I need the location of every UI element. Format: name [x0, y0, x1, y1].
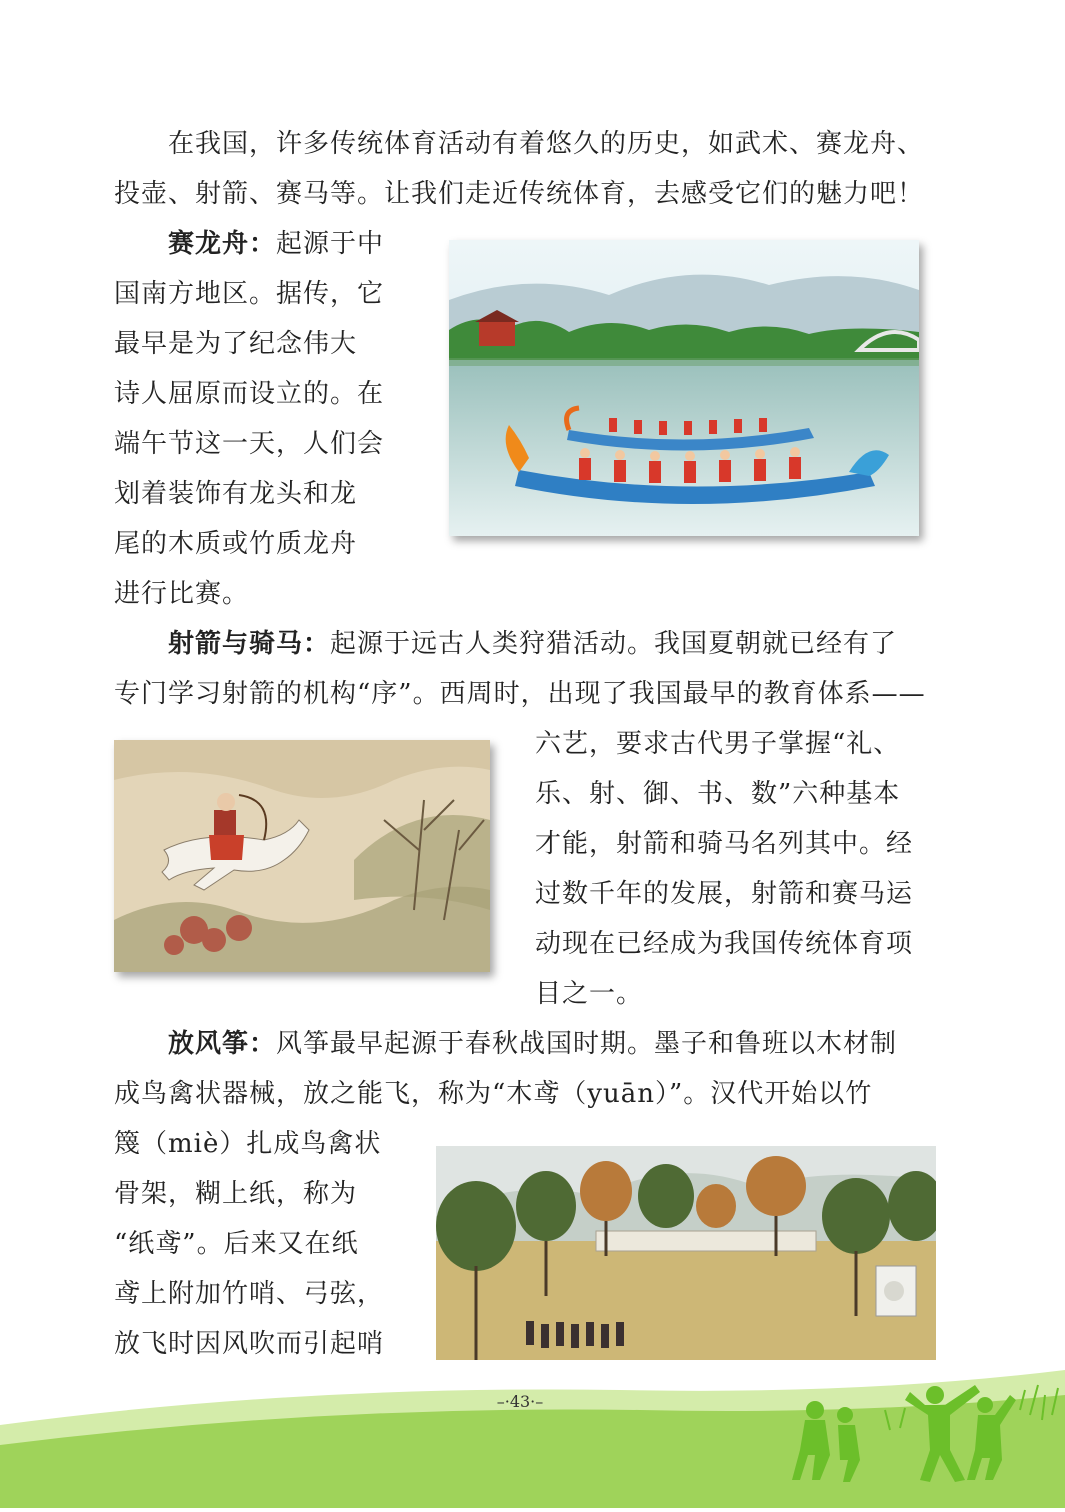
- archery-line-1: 专门学习射箭的机构“序”。西周时，出现了我国最早的教育体系——: [114, 679, 926, 709]
- page-number: –·43·–: [496, 1392, 544, 1411]
- kite-line-3: 骨架，糊上纸，称为: [114, 1179, 358, 1209]
- dragon-boat-line-1: 国南方地区。据传，它: [114, 279, 385, 309]
- dragon-boat-photo: [449, 240, 919, 536]
- dragon-boat-first-line: [168, 228, 384, 260]
- intro-line-1: 在我国，许多传统体育活动有着悠久的历史，如武术、赛龙舟、: [168, 129, 925, 159]
- kite-line-0: 风筝最早起源于春秋战国时期。墨子和鲁班以木材制: [276, 1029, 898, 1059]
- archery-line-3: 乐、射、御、书、数”六种基本: [535, 779, 901, 809]
- dragon-boat-line-6: 尾的木质或竹质龙舟: [114, 529, 358, 559]
- intro-line-2: 投壶、射箭、赛马等。让我们走近传统体育，去感受它们的魅力吧！: [114, 179, 925, 209]
- archery-line-0: 起源于远古人类狩猎活动。我国夏朝就已经有了: [330, 629, 898, 659]
- archery-line-6: 动现在已经成为我国传统体育项: [535, 929, 914, 959]
- kite-line-1: 成鸟禽状器械，放之能飞，称为“木鸢（yuān）”。汉代开始以竹: [114, 1079, 873, 1109]
- dragon-boat-line-7: 进行比赛。: [114, 579, 250, 609]
- dragon-boat-line-5: 划着装饰有龙头和龙: [114, 479, 358, 509]
- archery-line-2: 六艺，要求古代男子掌握“礼、: [535, 729, 901, 759]
- archery-painting: [114, 740, 490, 972]
- kite-line-6: 放飞时因风吹而引起哨: [114, 1329, 385, 1359]
- footer-decoration: [0, 1370, 1065, 1508]
- kite-line-5: 鸢上附加竹哨、弓弦，: [114, 1279, 385, 1309]
- archery-first-line: [168, 628, 897, 660]
- dragon-boat-line-3: 诗人屈原而设立的。在: [114, 379, 385, 409]
- dragon-boat-heading: 赛龙舟：: [168, 229, 277, 259]
- archery-line-4: 才能，射箭和骑马名列其中。经: [535, 829, 914, 859]
- archery-heading: 射箭与骑马：: [168, 629, 331, 659]
- dragon-boat-line-2: 最早是为了纪念伟大: [114, 329, 358, 359]
- archery-line-7: 目之一。: [535, 979, 644, 1009]
- kite-line-4: “纸鸢”。后来又在纸: [114, 1229, 359, 1259]
- kite-first-line: [168, 1028, 897, 1060]
- kite-line-2: 篾（miè）扎成鸟禽状: [114, 1129, 382, 1159]
- archery-line-5: 过数千年的发展，射箭和赛马运: [535, 879, 914, 909]
- court-painting: [436, 1146, 936, 1360]
- dragon-boat-line-0: 起源于中: [276, 229, 385, 259]
- kite-heading: 放风筝：: [168, 1029, 277, 1059]
- dragon-boat-line-4: 端午节这一天，人们会: [114, 429, 385, 459]
